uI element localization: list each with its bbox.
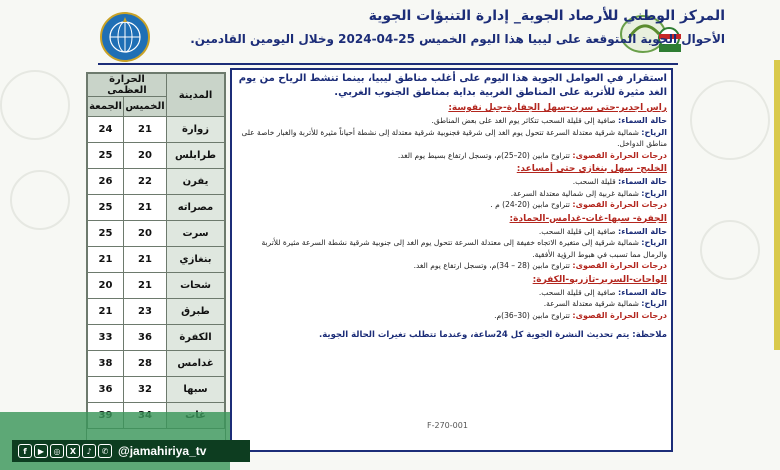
city-name: غدامس: [167, 351, 225, 377]
sky-line: [236, 287, 667, 299]
thu-temp: 23: [124, 299, 167, 325]
edge-strip: [774, 60, 780, 350]
thu-temp: 32: [124, 377, 167, 403]
table-row: [88, 299, 225, 325]
city-name: الكفرة: [167, 325, 225, 351]
wind-label: الرياح:: [641, 188, 667, 198]
temp-text: تتراوح مابين (20-24) م .: [490, 200, 571, 209]
city-name: يفرن: [167, 169, 225, 195]
day2-header: الجمعة: [88, 97, 124, 117]
temp-label: درجات الحرارة القصوى:: [572, 310, 667, 320]
max-temp-header: الحرارة العظمى: [88, 74, 167, 97]
sky-text: صافية إلى قليلة السحب.: [538, 287, 616, 297]
sky-label: حالة السماء:: [618, 177, 667, 186]
channel-handle[interactable]: @jamahiriya_tv: [118, 444, 207, 458]
temp-text: تتراوح مابين (20–25)م، وتسجل ارتفاع بسيط يوم الغد.: [397, 150, 571, 160]
table-row: [88, 325, 225, 351]
x-icon[interactable]: X: [66, 444, 80, 458]
temp-label: درجات الحرارة القصوى:: [572, 150, 667, 160]
fri-temp: 25: [88, 221, 124, 247]
fri-temp: 21: [88, 299, 124, 325]
bulletin-title: المركز الوطني للأرصاد الجوية_ إدارة التنبؤات الجوية: [368, 8, 725, 24]
wind-line: [236, 127, 667, 150]
table-row: [88, 117, 225, 143]
city-name: شحات: [167, 273, 225, 299]
thu-temp: 20: [124, 221, 167, 247]
fri-temp: 26: [88, 169, 124, 195]
temp-label: درجات الحرارة القصوى:: [572, 200, 667, 209]
city-header: المدينة: [167, 74, 225, 117]
region-title: الخليج- سهل بنغازي حتى أمساعد:: [516, 164, 667, 174]
background-ornament: [690, 80, 770, 160]
wind-label: الرياح:: [641, 127, 667, 137]
wind-label: الرياح:: [641, 238, 667, 247]
table-row: [88, 273, 225, 299]
table-row: [88, 143, 225, 169]
sky-line: [236, 176, 667, 188]
day1-header: الخميس: [124, 97, 167, 117]
background-ornament: [10, 170, 70, 230]
sky-label: حالة السماء:: [618, 116, 667, 125]
fri-temp: 33: [88, 325, 124, 351]
sky-line: [236, 226, 667, 238]
wind-text: شمالية شرقية معتدلة السرعة تتحول يوم الغد إلى شرقية فجنوبية شرقية معتدلة إلى نشطة أحياناً مثيرة للأتربة والغبار خاصة على مناطق الدواخل.: [241, 127, 667, 148]
region-title: الواحات-السرير-تازربو-الكفرة:: [532, 274, 667, 285]
fri-temp: 25: [88, 195, 124, 221]
fri-temp: 38: [88, 351, 124, 377]
fri-temp: 21: [88, 247, 124, 273]
wind-text: شمالية شرقية إلى متغيرة الاتجاه خفيفة إلى معتدلة السرعة تتحول يوم الغد إلى جنوبية شرقية نشطة السرعة مثيرة للأتربة والرمال مما تسبب في هبوط الرؤية الأفقية.: [261, 238, 667, 259]
background-ornament: [700, 220, 760, 280]
temp-line: [236, 260, 667, 272]
thu-temp: 36: [124, 325, 167, 351]
table-row: [88, 377, 225, 403]
bulletin-subtitle: الأحوال الجوية المتوقعة على ليبيا هذا اليوم الخميس 25-04-2024 وخلال اليومين القادمين.: [190, 32, 725, 46]
forecast-section: [236, 274, 667, 322]
fri-temp: 20: [88, 273, 124, 299]
fri-temp: 25: [88, 143, 124, 169]
forecast-intro: استقرار في العوامل الجوية هذا اليوم على أغلب مناطق ليبيا، بينما تنشط الرياح من يوم الغد مثيرة للأتربة على المناطق الغربية بداية بمناطق الجنوب الغربي.: [238, 73, 667, 98]
temp-label: درجات الحرارة القصوى:: [572, 261, 667, 270]
region-title: راس اجدير-حتى سرت-سهل الجفارة-جبل نفوسة:: [448, 103, 667, 113]
wind-label: الرياح:: [641, 299, 667, 308]
city-name: سرت: [167, 221, 225, 247]
tiktok-icon[interactable]: ♪: [82, 444, 96, 458]
whatsapp-icon[interactable]: ✆: [98, 444, 112, 458]
wind-line: [236, 298, 667, 310]
thu-temp: 21: [124, 247, 167, 273]
city-name: طرابلس: [167, 143, 225, 169]
table-row: [88, 169, 225, 195]
wind-line: [236, 237, 667, 260]
table-row: [88, 351, 225, 377]
update-note: ملاحظة: يتم تحديث النشرة الجوية كل 24ساعة، وعندما تتطلب تغيرات الحالة الجوية.: [319, 330, 667, 340]
thu-temp: 21: [124, 195, 167, 221]
table-row: [88, 195, 225, 221]
thu-temp: 21: [124, 117, 167, 143]
wind-line: [236, 188, 667, 200]
forecast-section: [236, 102, 667, 161]
thu-temp: 20: [124, 143, 167, 169]
city-name: زوارة: [167, 117, 225, 143]
fri-temp: 24: [88, 117, 124, 143]
sky-label: حالة السماء:: [618, 287, 667, 297]
forecast-section: [236, 163, 667, 211]
facebook-icon[interactable]: f: [18, 444, 32, 458]
instagram-icon[interactable]: ◎: [50, 444, 64, 458]
sky-text: قليلة السحب.: [572, 177, 616, 186]
city-name: بنغازي: [167, 247, 225, 273]
sky-label: حالة السماء:: [618, 226, 667, 236]
table-row: [88, 247, 225, 273]
table-row: [88, 221, 225, 247]
wmo-logo: [100, 12, 150, 62]
city-name: طبرق: [167, 299, 225, 325]
background-ornament: [0, 70, 70, 140]
header-divider: [98, 63, 678, 65]
wind-text: شمالية غربية إلى شمالية معتدلة السرعة.: [510, 188, 639, 198]
fri-temp: 36: [88, 377, 124, 403]
sky-line: [236, 115, 667, 127]
thu-temp: 28: [124, 351, 167, 377]
temp-line: [236, 150, 667, 162]
youtube-icon[interactable]: ▶: [34, 444, 48, 458]
city-name: مصراته: [167, 195, 225, 221]
temp-text: تتراوح مابين (30–36)م.: [494, 310, 571, 320]
temperature-table: [86, 72, 226, 452]
region-title: الجفرة- سبها-غات-غدامس-الحمادة:: [509, 213, 667, 224]
social-bar: [12, 440, 250, 462]
temp-line: [236, 310, 667, 322]
sky-text: صافية إلى قليلة السحب.: [538, 226, 616, 236]
forecast-section: [236, 213, 667, 272]
thu-temp: 21: [124, 273, 167, 299]
temp-line: [236, 199, 667, 211]
form-code: F-270-001: [427, 421, 468, 430]
wind-text: شمالية شرقية معتدلة السرعة.: [543, 299, 639, 308]
temp-text: تتراوح مابين (28 – 34)م، وتسجل ارتفاع يوم الغد.: [413, 261, 571, 270]
forecast-panel: [230, 68, 673, 452]
city-name: سبها: [167, 377, 225, 403]
sky-text: صافية إلى قليلة السحب تتكاثر يوم الغد على بعض المناطق.: [431, 116, 616, 125]
thu-temp: 22: [124, 169, 167, 195]
